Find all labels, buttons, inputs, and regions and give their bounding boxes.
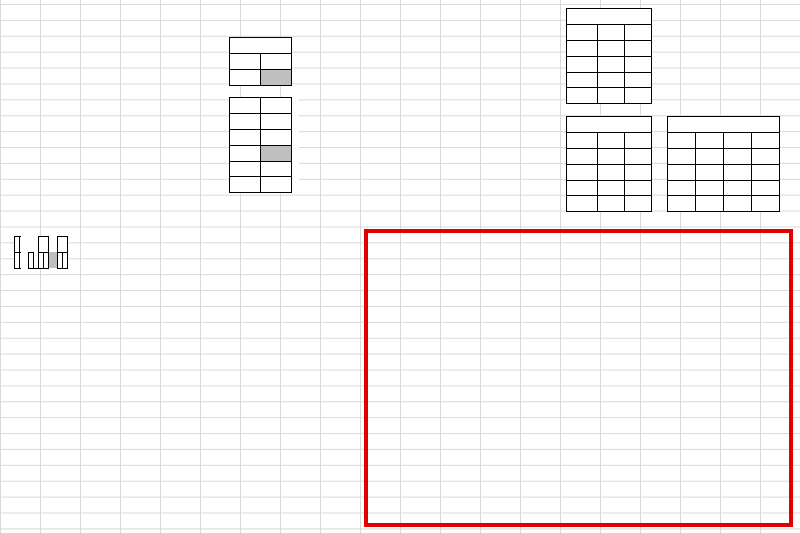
fmap-sein-cv[interactable] bbox=[598, 164, 625, 180]
sein-out-val[interactable] bbox=[625, 56, 652, 72]
fmap-sein-val[interactable] bbox=[625, 180, 652, 196]
config-param-row bbox=[230, 98, 299, 114]
main-config-header bbox=[39, 237, 49, 253]
outs-cell bbox=[668, 164, 696, 180]
outs-cell bbox=[724, 148, 752, 164]
config-val-header bbox=[261, 53, 292, 69]
outs-row bbox=[668, 164, 780, 180]
sein-out-range bbox=[567, 72, 598, 88]
config-params-table bbox=[229, 97, 299, 193]
outs-cell bbox=[696, 148, 724, 164]
config-param-label bbox=[292, 113, 299, 129]
outs-cell bbox=[668, 196, 696, 212]
config-param-val[interactable] bbox=[261, 129, 292, 145]
outs-cell bbox=[724, 180, 752, 196]
fmap-sein-num bbox=[567, 180, 598, 196]
config-param-val[interactable] bbox=[261, 177, 292, 193]
outs-cell bbox=[752, 196, 780, 212]
config-param-label bbox=[292, 129, 299, 145]
config-val-47[interactable] bbox=[261, 69, 292, 85]
config-param-row bbox=[230, 161, 299, 177]
fmap-sein-row bbox=[567, 148, 652, 164]
config-param-cv[interactable] bbox=[230, 145, 261, 161]
sein-out-cv[interactable] bbox=[598, 88, 625, 104]
outs-col-header bbox=[668, 132, 696, 148]
outs-cell bbox=[668, 148, 696, 164]
sein-out-col-header bbox=[598, 24, 625, 40]
pulstijd-header bbox=[58, 237, 68, 253]
fmap-sein-row bbox=[567, 196, 652, 212]
fmap-sein-table bbox=[566, 116, 652, 212]
outs-cell bbox=[696, 196, 724, 212]
outs-row bbox=[668, 148, 780, 164]
fmap-sein-val[interactable] bbox=[625, 196, 652, 212]
config-cv-47[interactable] bbox=[230, 69, 261, 85]
fmap-sein-cv[interactable] bbox=[598, 148, 625, 164]
main-output-table bbox=[14, 236, 68, 269]
config-param-label bbox=[292, 98, 299, 114]
outs-cell bbox=[752, 164, 780, 180]
sein-out-range bbox=[567, 40, 598, 56]
config-param-cv[interactable] bbox=[230, 161, 261, 177]
config-param-cv[interactable] bbox=[230, 177, 261, 193]
outs-cell bbox=[752, 148, 780, 164]
outs-cell bbox=[696, 164, 724, 180]
outs-table bbox=[667, 116, 780, 212]
outs-cell bbox=[696, 180, 724, 196]
sein-out-cv[interactable] bbox=[598, 40, 625, 56]
fmap-sein-row bbox=[567, 180, 652, 196]
fmap-sein-cv[interactable] bbox=[598, 196, 625, 212]
config-param-row bbox=[230, 177, 299, 193]
config-param-cv[interactable] bbox=[230, 129, 261, 145]
sein-out-row bbox=[567, 40, 652, 56]
sein-out-config-table bbox=[566, 8, 652, 104]
outs-cell bbox=[668, 180, 696, 196]
config-param-val[interactable] bbox=[261, 113, 292, 129]
config-param-row bbox=[230, 129, 299, 145]
sein-out-range bbox=[567, 88, 598, 104]
sein-out-col-header bbox=[625, 24, 652, 40]
fmap-sein-header bbox=[567, 117, 652, 133]
outs-col-header bbox=[696, 132, 724, 148]
outs-col-header bbox=[724, 132, 752, 148]
config-cv-header bbox=[230, 53, 261, 69]
fmap-sein-val[interactable] bbox=[625, 164, 652, 180]
sein-out-val[interactable] bbox=[625, 40, 652, 56]
config-param-row bbox=[230, 113, 299, 129]
fmap-sein-num bbox=[567, 164, 598, 180]
fmap-sein-num bbox=[567, 196, 598, 212]
sein-out-row bbox=[567, 72, 652, 88]
sein-out-config-header bbox=[567, 9, 652, 25]
fmap-sein-col-header bbox=[567, 132, 598, 148]
sein-out-col-header bbox=[567, 24, 598, 40]
outs-row bbox=[668, 196, 780, 212]
outs-cell bbox=[724, 196, 752, 212]
outs-cell bbox=[752, 180, 780, 196]
outs-header bbox=[668, 117, 780, 133]
fmap-sein-col-header bbox=[625, 132, 652, 148]
config-param-label bbox=[292, 177, 299, 193]
sein-out-row bbox=[567, 88, 652, 104]
config-param-row bbox=[230, 145, 299, 161]
config-param-cv[interactable] bbox=[230, 98, 261, 114]
config-header bbox=[230, 38, 292, 54]
fmap-sein-val[interactable] bbox=[625, 148, 652, 164]
outs-row bbox=[668, 180, 780, 196]
outs-cell bbox=[724, 164, 752, 180]
outs-col-header bbox=[752, 132, 780, 148]
fmap-sein-row bbox=[567, 164, 652, 180]
config-table bbox=[229, 37, 292, 86]
fmap-sein-cv[interactable] bbox=[598, 180, 625, 196]
sein-out-cv[interactable] bbox=[598, 56, 625, 72]
sein-out-row bbox=[567, 56, 652, 72]
config-param-val[interactable] bbox=[261, 98, 292, 114]
sein-out-range bbox=[567, 56, 598, 72]
config-param-label bbox=[292, 161, 299, 177]
config-param-label bbox=[292, 145, 299, 161]
sein-out-val[interactable] bbox=[625, 88, 652, 104]
fmap-sein-col-header bbox=[598, 132, 625, 148]
config-param-val[interactable] bbox=[261, 161, 292, 177]
puls-val-header bbox=[63, 252, 68, 268]
fmap-sein-num bbox=[567, 148, 598, 164]
config-param-cv[interactable] bbox=[230, 113, 261, 129]
sein-out-cv[interactable] bbox=[598, 72, 625, 88]
sein-out-val[interactable] bbox=[625, 72, 652, 88]
config-param-val[interactable] bbox=[261, 145, 292, 161]
